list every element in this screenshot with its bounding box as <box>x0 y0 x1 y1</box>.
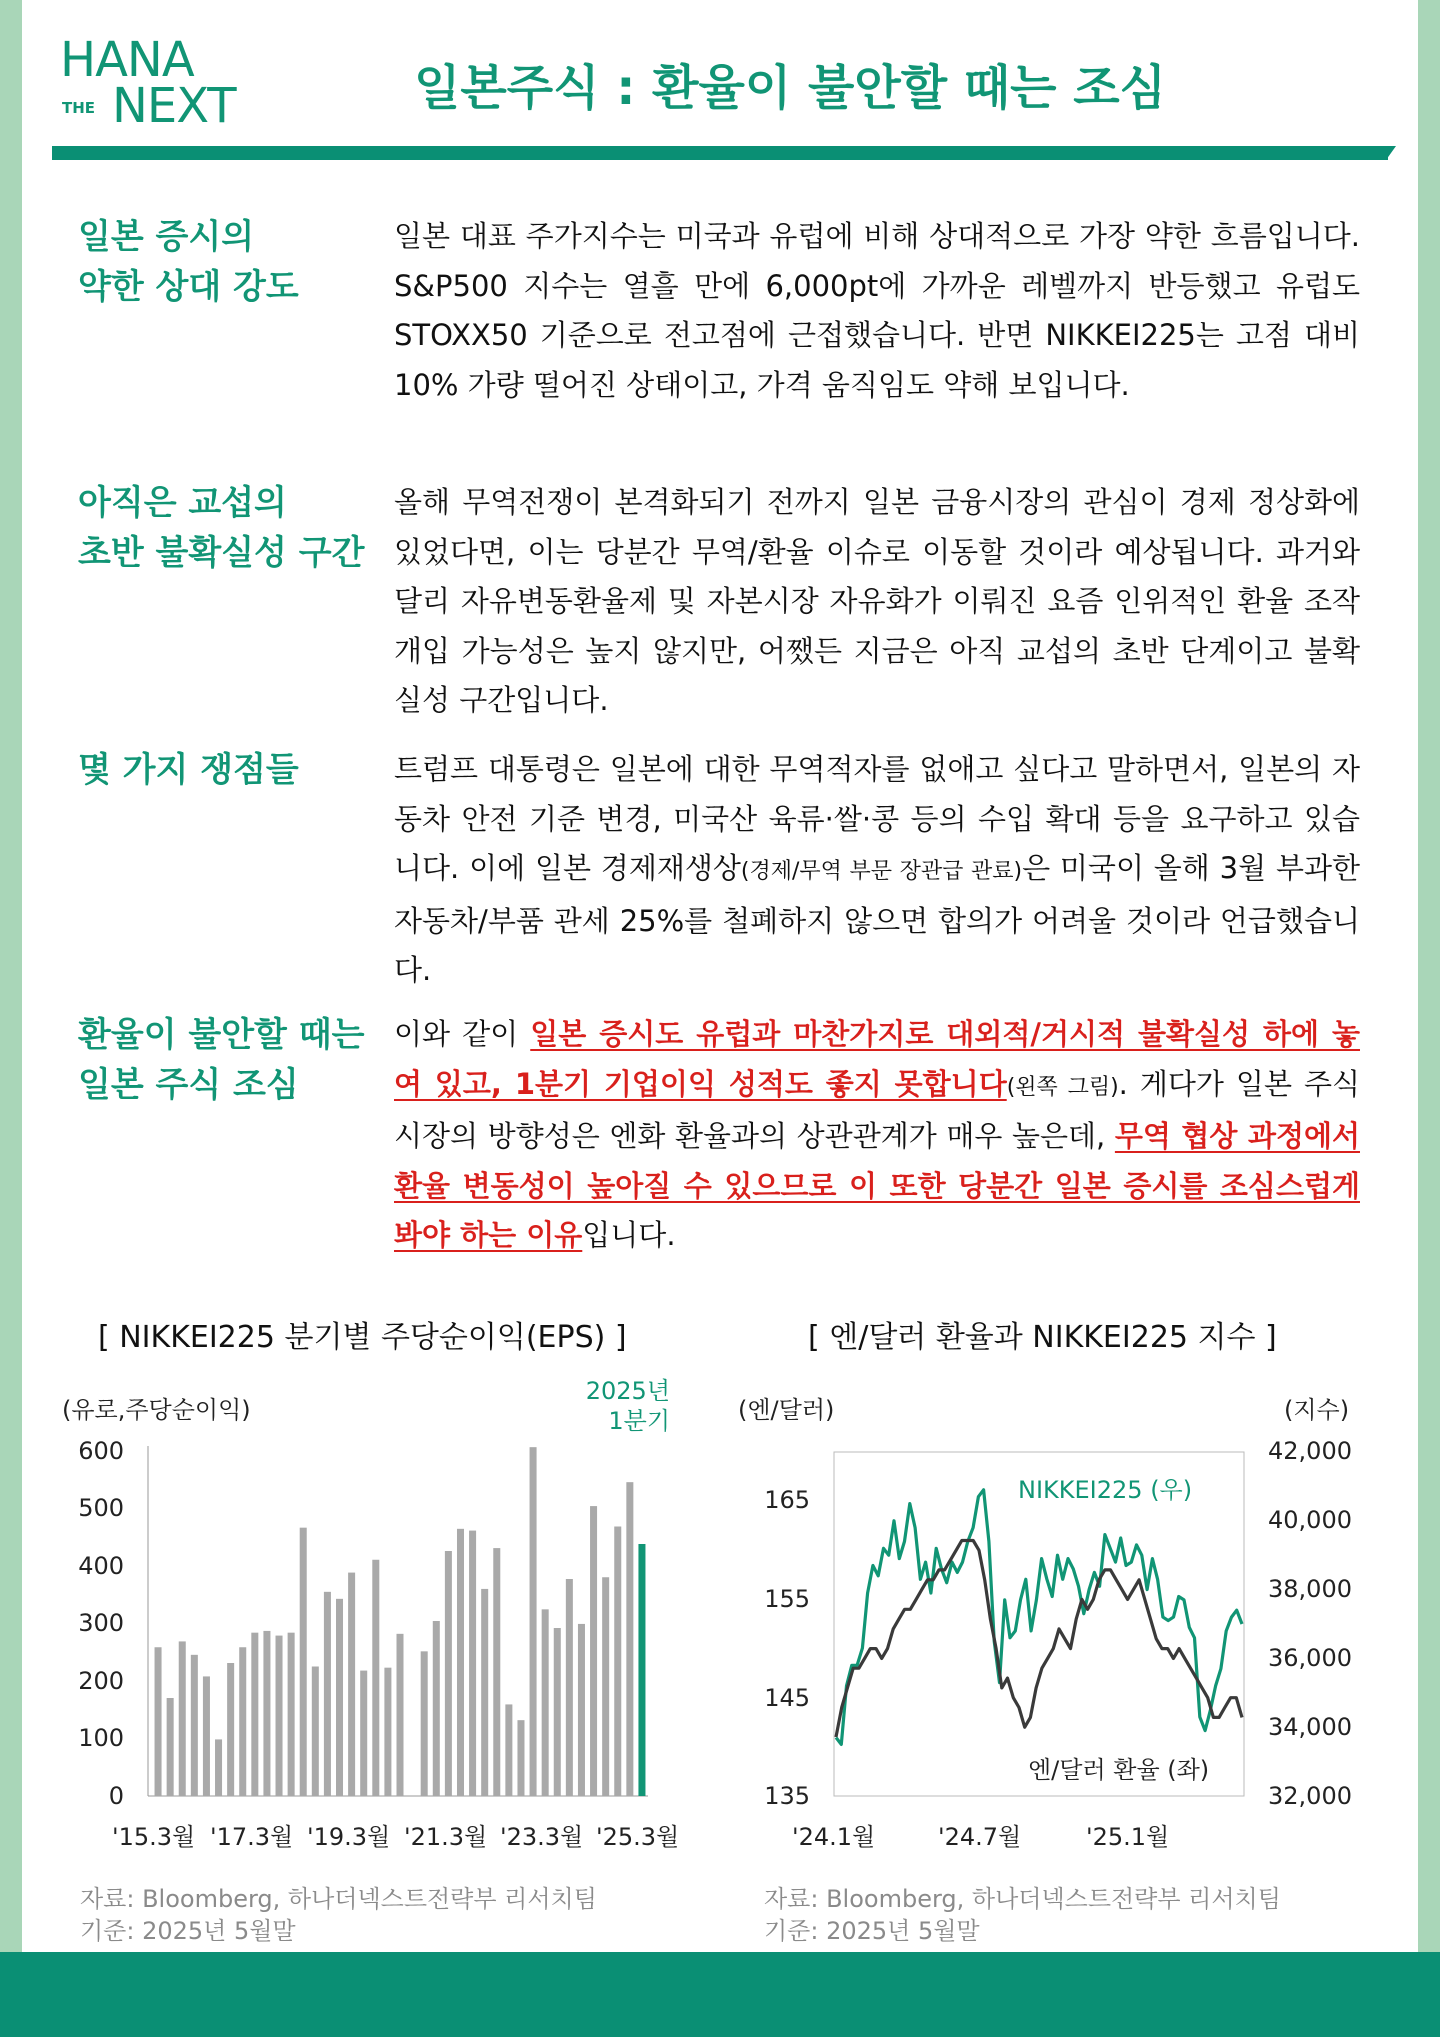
emphasis-text: 무역 협상 과정에서 환율 변동성이 높아질 수 있으므로 이 또한 당분간 일본 증시를 조심스럽게 봐야 하는 이유 <box>394 1119 1360 1252</box>
hana-the-next-logo <box>60 32 260 136</box>
body-text: 입니다. <box>582 1218 676 1252</box>
section-body <box>394 745 1360 996</box>
eps-bar <box>481 1589 488 1796</box>
logo-the: THE <box>62 99 96 117</box>
logo-hana: HANA <box>60 32 194 88</box>
eps-y-tick: 200 <box>78 1667 124 1695</box>
fx-left-tick: 145 <box>764 1684 810 1712</box>
heading-line: 아직은 교섭의 <box>78 483 287 523</box>
eps-bar <box>288 1633 295 1796</box>
section-heading <box>78 1010 378 1110</box>
fx-left-tick: 135 <box>764 1782 810 1810</box>
eps-bar <box>578 1624 585 1796</box>
eps-bar <box>505 1704 512 1796</box>
title-divider <box>52 146 1388 160</box>
eps-x-tick: '25.3월 <box>596 1823 680 1851</box>
eps-bar <box>542 1609 549 1796</box>
eps-x-tick: '15.3월 <box>112 1823 196 1851</box>
body-text: 이와 같이 <box>394 1017 531 1051</box>
eps-bar <box>530 1447 537 1796</box>
eps-bar <box>493 1548 500 1796</box>
section-heading <box>78 745 378 795</box>
eps-bar <box>179 1641 186 1796</box>
eps-bar <box>614 1527 621 1797</box>
eps-y-tick: 600 <box>78 1437 124 1465</box>
eps-bar <box>312 1667 319 1797</box>
eps-annotation <box>520 1376 670 1436</box>
section-heading <box>78 212 378 312</box>
body-note: (경제/무역 부문 장관급 관료) <box>740 859 1023 884</box>
fx-right-unit: (지수) <box>1284 1396 1350 1424</box>
section-heading <box>78 478 378 578</box>
body-note: (왼쪽 그림) <box>1006 1074 1119 1100</box>
fx-right-tick: 40,000 <box>1268 1506 1352 1534</box>
eps-bar <box>191 1655 198 1796</box>
eps-bar <box>155 1647 162 1796</box>
eps-bar <box>263 1631 270 1796</box>
fx-basis: 기준: 2025년 5월말 <box>764 1917 980 1945</box>
eps-bar <box>251 1633 258 1796</box>
heading-line: 환율이 불안할 때는 <box>78 1015 365 1055</box>
heading-line: 초반 불확실성 구간 <box>78 533 365 573</box>
heading-line: 일본 주식 조심 <box>78 1065 299 1105</box>
eps-x-tick: '17.3월 <box>210 1823 294 1851</box>
eps-bar <box>590 1506 597 1796</box>
section-body: 올해 무역전쟁이 본격화되기 전까지 일본 금융시장의 관심이 경제 정상화에 있었다면, 이는 당분간 무역/환율 이슈로 이동할 것이라 예상됩니다. 과거와 달리 자유변동환율제 및 자본시장 자유화가 이뤄진 요즘 인위적인 환율 조작 개입 가능성은 높지 않지만, 어쨌든 지금은 아직 교섭의 초반 단계이고 불확실성 구간입니다. <box>394 485 1360 717</box>
heading-line: 일본 증시의 <box>78 217 255 257</box>
section-body: 일본 대표 주가지수는 미국과 유럽에 비해 상대적으로 가장 약한 흐름입니다. S&P500 지수는 열흘 만에 6,000pt에 가까운 레벨까지 반등했고 유럽도 STOXX50 기준으로 전고점에 근접했습니다. 반면 NIKKEI225는 고점 대비 10% 가량 떨어진 상태이고, 가격 움직임도 약해 보입니다. <box>394 219 1360 402</box>
right-border <box>1418 0 1440 2037</box>
fx-left-tick: 155 <box>764 1585 810 1613</box>
footer-bar <box>0 1952 1440 2037</box>
heading-line: 몇 가지 쟁점들 <box>78 750 299 790</box>
fx-x-tick: '24.1월 <box>792 1823 876 1851</box>
eps-bar <box>602 1577 609 1796</box>
fx-source: 자료: Bloomberg, 하나더넥스트전략부 리서치팀 <box>764 1885 1281 1913</box>
eps-bar <box>239 1647 246 1796</box>
nikkei-series-label: NIKKEI225 (우) <box>1018 1476 1193 1504</box>
eps-y-tick: 0 <box>108 1782 124 1810</box>
eps-bar <box>421 1651 428 1796</box>
eps-bar <box>203 1676 210 1796</box>
annotation-line: 2025년 <box>585 1377 670 1405</box>
fx-left-tick: 165 <box>764 1486 810 1514</box>
eps-bar-chart <box>148 1446 648 1796</box>
eps-bar <box>445 1551 452 1796</box>
fx-right-tick: 42,000 <box>1268 1437 1352 1465</box>
eps-bar <box>227 1663 234 1796</box>
page-title: 일본주식 : 환율이 불안할 때는 조심 <box>414 60 1166 116</box>
emphasis-text: 일본 증시도 유럽과 마찬가지로 대외적/거시적 불확실성 하에 놓여 있고, 1분기 기업이익 성적도 좋지 못합니다 <box>394 1017 1360 1101</box>
eps-bar <box>372 1560 379 1796</box>
eps-bar <box>626 1482 633 1796</box>
eps-bar <box>566 1579 573 1796</box>
fx-x-tick: '24.7월 <box>938 1823 1022 1851</box>
eps-bar <box>396 1634 403 1796</box>
eps-basis: 기준: 2025년 5월말 <box>80 1917 296 1945</box>
eps-bar <box>384 1668 391 1796</box>
eps-bar <box>300 1528 307 1796</box>
eps-y-tick: 100 <box>78 1724 124 1752</box>
fx-right-tick: 36,000 <box>1268 1644 1352 1672</box>
fx-series-label: 엔/달러 환율 (좌) <box>1028 1756 1210 1784</box>
fx-right-tick: 32,000 <box>1268 1782 1352 1810</box>
fx-chart-title: [ 엔/달러 환율과 NIKKEI225 지수 ] <box>808 1320 1277 1355</box>
eps-bar <box>469 1531 476 1796</box>
eps-bar <box>348 1573 355 1796</box>
eps-y-tick: 300 <box>78 1609 124 1637</box>
eps-source: 자료: Bloomberg, 하나더넥스트전략부 리서치팀 <box>80 1885 597 1913</box>
eps-bar <box>457 1529 464 1796</box>
eps-x-tick: '21.3월 <box>404 1823 488 1851</box>
eps-bar <box>324 1592 331 1796</box>
fx-left-unit: (엔/달러) <box>738 1396 835 1424</box>
fx-nikkei-line <box>836 1490 1242 1745</box>
eps-x-tick: '23.3월 <box>500 1823 584 1851</box>
eps-bar-highlight <box>638 1544 645 1796</box>
fx-right-tick: 34,000 <box>1268 1713 1352 1741</box>
eps-bar <box>517 1720 524 1796</box>
eps-bar <box>276 1636 283 1796</box>
body-text: 은 미국이 올해 3월 부과한 자동차/부품 관세 25%를 철폐하지 않으면 합의가 어려울 것이라 언급했습니다. <box>394 851 1360 987</box>
eps-y-tick: 400 <box>78 1552 124 1580</box>
eps-bar <box>167 1698 174 1796</box>
eps-bar <box>215 1739 222 1796</box>
eps-bar <box>360 1671 367 1796</box>
heading-line: 약한 상대 강도 <box>78 267 299 307</box>
eps-bar <box>433 1621 440 1796</box>
fx-x-tick: '25.1월 <box>1086 1823 1170 1851</box>
fx-right-tick: 38,000 <box>1268 1575 1352 1603</box>
body-text: . 게다가 일본 주식시장의 방향성은 엔화 환율과의 상관관계가 매우 높은데, <box>394 1066 1360 1153</box>
eps-unit-label: (유로,주당순이익) <box>62 1396 251 1424</box>
eps-x-tick: '19.3월 <box>307 1823 391 1851</box>
annotation-line: 1분기 <box>608 1407 670 1435</box>
eps-chart-title: [ NIKKEI225 분기별 주당순이익(EPS) ] <box>98 1320 627 1355</box>
left-border <box>0 0 22 2037</box>
eps-bar <box>336 1599 343 1796</box>
eps-bar <box>554 1628 561 1796</box>
logo-next: NEXT <box>112 78 236 134</box>
section-body <box>394 1010 1360 1261</box>
body-text: 트럼프 대통령은 일본에 대한 무역적자를 없애고 싶다고 말하면서, 일본의 자동차 안전 기준 변경, 미국산 육류·쌀·콩 등의 수입 확대 등을 요구하고 있습니다. 이에 일본 경제재생상 <box>394 752 1360 885</box>
eps-y-tick: 500 <box>78 1494 124 1522</box>
